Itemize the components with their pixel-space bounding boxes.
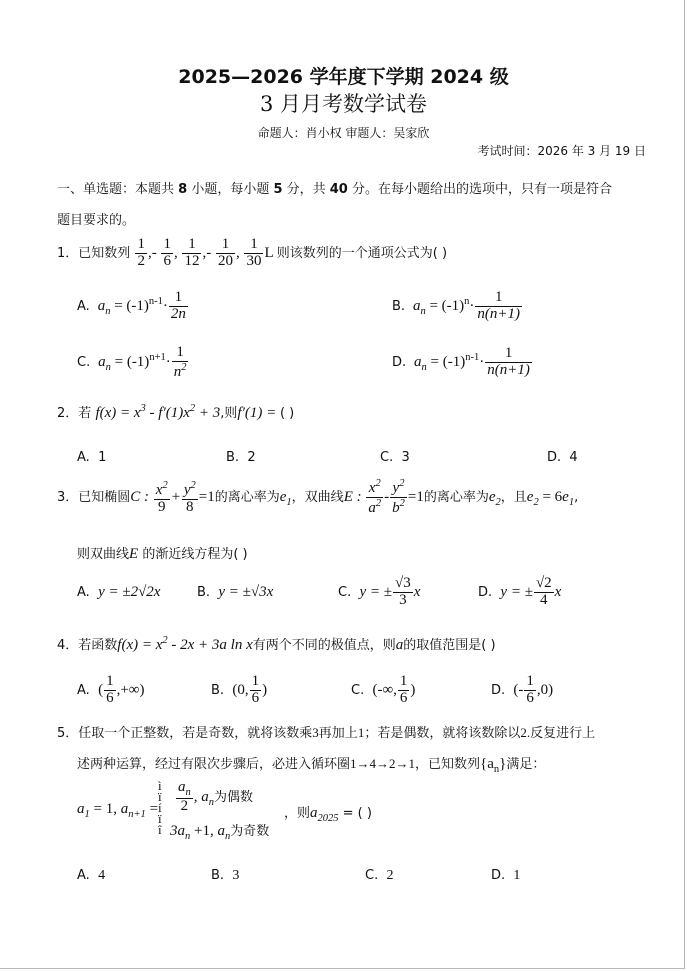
number: 1 [357,725,365,740]
q3-option-d[interactable]: D. y = ± $\frac{√2}{4}$ x [478,575,562,609]
question-number: 1． [57,246,79,261]
question-number: 2． [57,406,79,421]
question-number: 5． [57,726,79,741]
number: 2. [520,725,531,740]
q2-option-a[interactable]: A. 1 [77,450,107,465]
q5-option-a[interactable]: A. 4 [77,868,106,883]
answer-blank: ( ) [279,406,295,421]
exam-authors: 命题人：肖小权 审题人：吴家欣 [257,126,430,140]
formula: $a_n = (-1)^{n-1}\cdot$ $\frac{1}{2n}$ [93,289,186,323]
question-text: ；若是偶数，就将该数除以 [364,726,521,741]
formula: $e_2$ [488,489,501,508]
question-1 [57,232,447,275]
section-text: 分，共 [282,182,330,197]
section-text: 一、单选题：本题共 [57,182,179,197]
q3-option-c[interactable]: C. y = ± $\frac{√3}{3}$ x [338,575,421,609]
question-3: 3．已知椭圆C : $\frac{x^2}{9}$ + $\frac{y^2}{8}$ =1的离心率为$e_1$，双曲线E : $\frac{x^2}{a^2}$ - $\frac{y^2}{b^2}$ =1的离心率为$e_2$，且$e_2 = 6e_1$, [57,478,579,517]
q4-option-b[interactable]: B. (0, $\frac{1}{6}$ ) [211,673,268,707]
section-text: 分。在每小题给出的选项中，只有一项是符合 [347,182,612,197]
q4-option-c[interactable]: C. (-∞, $\frac{1}{6}$ ) [351,673,416,707]
formula: $a_n = (-1)^n\cdot$ $\frac{1}{n(n+1)}$ [409,289,521,323]
question-text: 的渐近线方程为( ) [138,547,248,562]
question-text: 任取一个正整数，若是奇数，就将该数乘 [78,726,313,741]
exam-title-line2: 3 月月考数学试卷 [259,92,428,116]
q1-option-d[interactable] [392,338,533,388]
q3-option-a[interactable]: A. y = ±2√2x [77,584,161,600]
formula: $e_2 = 6e_1$ [526,489,575,508]
sequence-name: $\{a_n\}$ [480,756,507,775]
case-label: 为偶数 [214,789,254,805]
option-label: B. [392,299,406,314]
question-text: 则该数列的一个通项公式为( ) [276,246,448,261]
question-text: 则双曲线 [77,547,130,562]
q1-option-b[interactable] [392,282,523,332]
formula: C : $\frac{x^2}{9}$ + $\frac{y^2}{8}$ =1 [130,479,215,515]
question-text: 已知数列 [78,246,131,261]
question-4 [57,634,496,654]
question-5-line2 [77,753,545,775]
question-count: 8 [178,182,188,197]
question-text: 已知椭圆 [78,490,131,505]
sequence-terms: $\frac{1}{2}$ ,- $\frac{1}{6}$ , $\frac{1}{12}$ ,- $\frac{1}{20}$ , $\frac{1}{30}$ L [137,236,277,270]
formula: a [395,637,404,653]
formula: $a_n = (-1)^{n-1}\cdot$ $\frac{1}{n(n+1)}$ [410,345,530,379]
option-label: D. [392,355,407,370]
recurrence-odd-case: $3a_n +1$, $a_n$为奇数 [170,823,270,842]
section-instructions-line1 [57,178,612,197]
question-text: 若 [78,406,92,421]
q4-option-d[interactable]: D. (- $\frac{1}{6}$ ,0) [491,673,554,707]
option-label: C. [77,355,91,370]
question-text: ，双曲线 [291,490,344,505]
cycle: 1→4→2→1 [350,756,416,771]
formula: $f(x) = x^2 - 2x + 3a$ ln x [117,635,253,653]
q2-option-b[interactable]: B. 2 [226,450,256,465]
option-label: A. [77,299,90,314]
formula: $e_1$ [279,489,292,508]
question-5 [57,722,595,741]
formula: E : $\frac{x^2}{a^2}$ - $\frac{y^2}{b^2}$ =1 [343,478,424,517]
number: 3 [312,725,319,740]
question-text: 的离心率为 [214,490,280,505]
formula: f′(1) = [237,405,280,421]
q3-option-b[interactable]: B. y = ±√3x [197,584,274,600]
question-text: ，已知数列 [415,757,481,772]
question-text: 有两个不同的极值点，则 [252,638,396,653]
recurrence-lhs: $a_1 = 1$, $a_{n+1}$ = [77,801,159,820]
question-number: 4． [57,638,79,653]
question-text: ，则 [284,806,311,821]
q5-option-d[interactable]: D. 1 [491,868,521,883]
question-number: 3． [57,490,79,505]
question-2 [57,402,294,422]
question-text: 的取值范围是( ) [403,638,496,653]
total-points: 40 [329,182,348,197]
q1-option-a[interactable] [77,282,189,332]
formula: E [129,546,139,562]
question-3-line2 [77,543,248,563]
exam-time: 考试时间：2026 年 3 月 19 日 [477,144,646,158]
question-text: 再加上 [318,726,358,741]
q2-option-d[interactable]: D. 4 [547,450,578,465]
recurrence-even-case: $\frac{a_n}{2}$ , $a_n$为偶数 [178,779,254,815]
answer-blank: = ( ) [338,806,372,821]
question-text: 满足： [506,757,546,772]
question-text: ，且 [500,490,527,505]
exam-title-line1: 2025—2026 学年度下学期 2024 级 [178,66,509,88]
question-text: 反复进行上 [530,726,596,741]
left-brace: ì ï í ï î [158,778,162,837]
points-each: 5 [273,182,283,197]
question-text: 若函数 [78,638,118,653]
section-instructions-line2: 题目要求的。 [57,213,136,228]
q5-option-c[interactable]: C. 2 [365,868,394,883]
question-text: 述两种运算，经过有限次步骤后，必进入循环圈 [77,757,351,772]
formula: $a_n = (-1)^{n+1}\cdot$ $\frac{1}{n^2}$ [94,343,187,380]
question-text: 的离心率为 [423,490,489,505]
q5-option-b[interactable]: B. 3 [211,868,240,883]
question-text: ,则 [220,406,238,421]
formula: $f(x) = x^3 - f'(1)x^2 + 3$ [95,403,221,421]
question-5-ask: ，则$a_{2025}$ = ( ) [284,805,372,824]
section-text: 小题，每小题 [187,182,274,197]
case-label: 为奇数 [230,824,270,839]
q1-option-c[interactable] [77,338,189,388]
q4-option-a[interactable]: A. ( $\frac{1}{6}$ ,+∞) [77,673,145,707]
q2-option-c[interactable]: C. 3 [380,450,410,465]
